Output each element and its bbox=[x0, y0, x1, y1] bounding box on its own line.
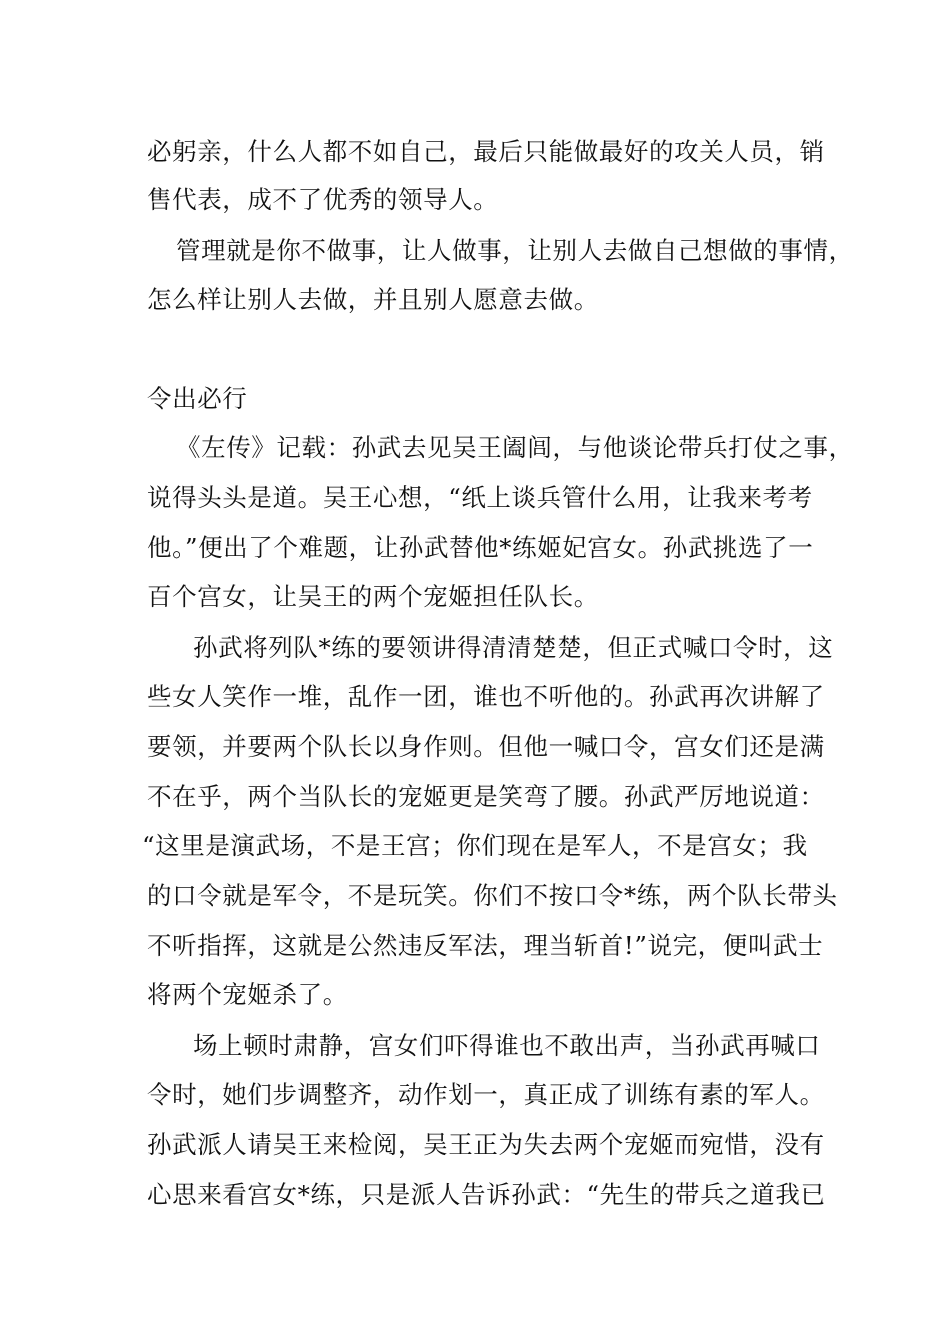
drill-line-7: 不听指挥，这就是公然违反军法，理当斩首!”说完，便叫武士 bbox=[147, 931, 824, 960]
drill-line-2: 些女人笑作一堆，乱作一团，谁也不听他的。孙武再次讲解了 bbox=[147, 682, 825, 711]
aftermath-line-1: 场上顿时肃静，宫女们吓得谁也不敢出声，当孙武再喊口 bbox=[193, 1031, 821, 1060]
text-line-1: 必躬亲，什么人都不如自己，最后只能做最好的攻关人员，销 bbox=[147, 137, 825, 166]
paragraph-management-line-1: 管理就是你不做事，让人做事，让别人去做自己想做的事情， bbox=[176, 236, 854, 265]
aftermath-line-2: 令时，她们步调整齐，动作划一，真正成了训练有素的军人。 bbox=[147, 1080, 825, 1109]
zuozhuan-line-1: 《左传》记载：孙武去见吴王阖闾，与他谈论带兵打仗之事， bbox=[176, 433, 854, 462]
drill-line-6: 的口令就是军令，不是玩笑。你们不按口令*练，两个队长带头 bbox=[147, 881, 838, 910]
section-heading: 令出必行 bbox=[147, 384, 248, 413]
zuozhuan-line-4: 百个宫女，让吴王的两个宠姬担任队长。 bbox=[147, 582, 599, 611]
drill-line-1: 孙武将列队*练的要领讲得清清楚楚，但正式喊口令时，这 bbox=[193, 633, 834, 662]
zuozhuan-line-2: 说得头头是道。吴王心想，“纸上谈兵管什么用，让我来考考 bbox=[147, 483, 813, 512]
paragraph-management-line-2: 怎么样让别人去做，并且别人愿意去做。 bbox=[147, 285, 599, 314]
aftermath-line-3: 孙武派人请吴王来检阅，吴王正为失去两个宠姬而宛惜，没有 bbox=[147, 1130, 825, 1159]
drill-line-4: 不在乎，两个当队长的宠姬更是笑弯了腰。孙武严厉地说道： bbox=[147, 782, 825, 811]
aftermath-line-4: 心思来看宫女*练，只是派人告诉孙武：“先生的带兵之道我已 bbox=[147, 1180, 826, 1209]
zuozhuan-line-3: 他。”便出了个难题，让孙武替他*练姬妃宫女。孙武挑选了一 bbox=[147, 533, 814, 562]
text-line-2: 售代表，成不了优秀的领导人。 bbox=[147, 185, 499, 214]
drill-line-8: 将两个宠姬杀了。 bbox=[147, 980, 348, 1009]
drill-line-3: 要领，并要两个队长以身作则。但他一喊口令，宫女们还是满 bbox=[147, 732, 825, 761]
drill-line-5: “这里是演武场，不是王宫；你们现在是军人，不是宫女；我 bbox=[142, 831, 808, 860]
